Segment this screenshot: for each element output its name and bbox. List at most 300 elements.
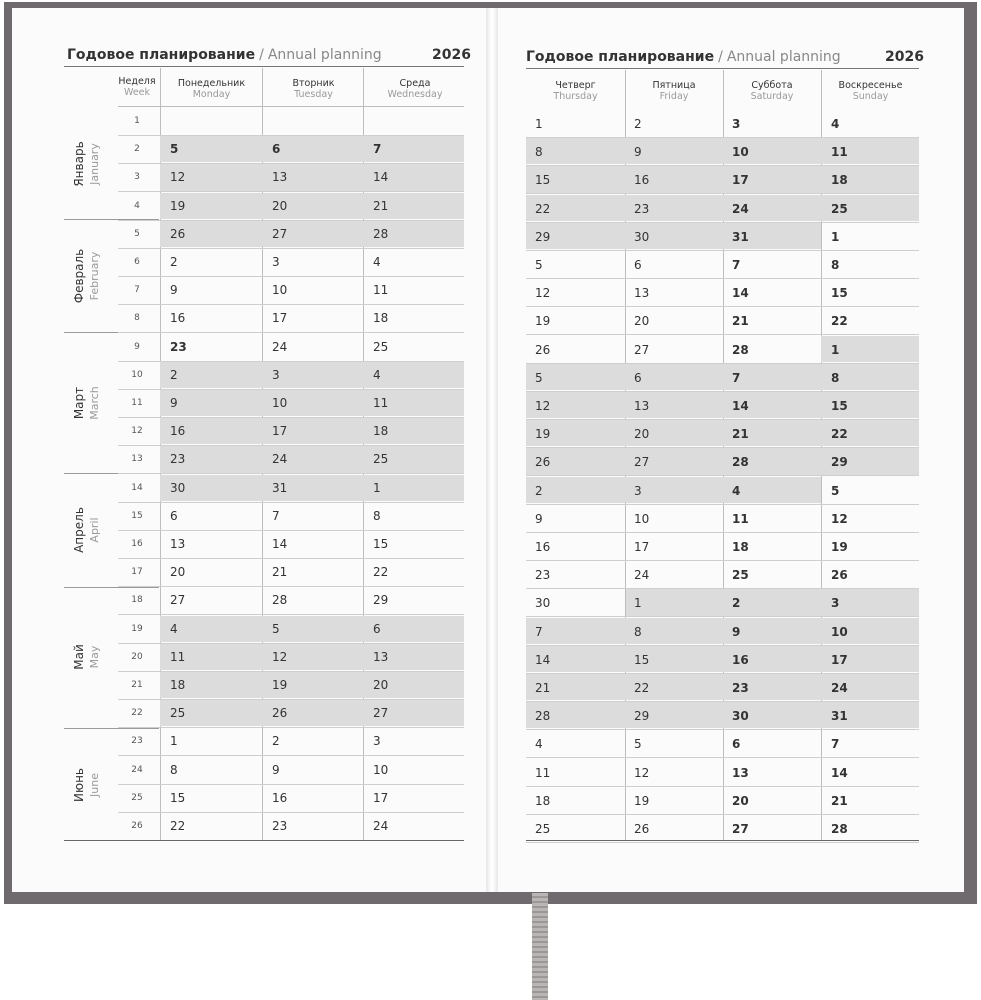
column-header-week <box>117 76 157 98</box>
day-cell-thu[interactable]: 30 <box>535 596 551 611</box>
shaded-cells <box>526 674 919 700</box>
month-label-march <box>71 348 109 458</box>
day-cell-thu[interactable]: 16 <box>535 540 551 554</box>
day-cell-tue[interactable]: 24 <box>272 452 288 467</box>
day-cell-mon[interactable]: 9 <box>170 396 178 410</box>
day-cell-sat[interactable]: 14 <box>732 399 749 413</box>
day-cell-fri[interactable]: 12 <box>634 765 650 780</box>
day-cell-tue[interactable]: 2 <box>272 734 280 749</box>
column-label-en: Thursday <box>553 91 598 102</box>
day-cell-fri[interactable]: 24 <box>634 568 650 583</box>
day-cell-sat[interactable]: 17 <box>732 173 749 188</box>
day-cell-sat[interactable]: 21 <box>732 314 749 329</box>
day-cell-wed[interactable]: 13 <box>373 649 389 664</box>
column-label-ru: Неделя <box>118 76 156 87</box>
day-cell-sun[interactable]: 10 <box>831 624 848 639</box>
column-label-en: Monday <box>192 89 231 100</box>
day-cell-wed[interactable]: 28 <box>373 226 389 241</box>
day-cell-tue[interactable]: 27 <box>272 226 288 241</box>
left-bottom-rule <box>64 840 464 841</box>
day-cell-tue[interactable]: 12 <box>272 649 288 664</box>
day-cell-wed[interactable]: 11 <box>373 283 389 298</box>
day-cell-wed[interactable]: 3 <box>373 734 381 749</box>
day-cell-thu[interactable]: 29 <box>535 229 551 244</box>
day-cell-sun[interactable]: 8 <box>831 370 840 385</box>
day-cell-thu[interactable]: 22 <box>535 201 551 216</box>
day-cell-sun[interactable]: 15 <box>831 399 848 413</box>
day-cell-wed[interactable]: 20 <box>373 678 389 692</box>
day-cell-tue[interactable]: 14 <box>272 537 288 551</box>
column-label-en: Sunday <box>852 91 889 102</box>
day-cell-sat[interactable]: 16 <box>732 652 749 667</box>
shaded-cells <box>626 589 919 615</box>
day-cell-thu[interactable]: 2 <box>535 483 543 498</box>
day-cell-mon[interactable]: 20 <box>170 565 186 580</box>
day-cell-mon[interactable]: 16 <box>170 311 186 326</box>
day-cell-mon[interactable]: 16 <box>170 424 186 439</box>
table-row <box>118 107 464 136</box>
day-cell-sun[interactable]: 22 <box>831 427 848 442</box>
day-cell-sat[interactable]: 3 <box>732 117 741 131</box>
day-cell-thu[interactable]: 7 <box>535 624 543 639</box>
day-cell-sun[interactable]: 4 <box>831 117 840 131</box>
column-label-ru: Четверг <box>555 80 596 91</box>
shaded-cells <box>160 446 464 472</box>
day-cell-thu[interactable]: 11 <box>535 765 551 780</box>
table-row <box>526 109 919 138</box>
week-number: 9 <box>134 341 140 352</box>
day-cell-tue[interactable]: 5 <box>272 621 280 636</box>
day-cell-thu[interactable]: 4 <box>535 737 543 752</box>
day-cell-mon[interactable]: 23 <box>170 339 187 354</box>
day-cell-thu[interactable]: 19 <box>535 314 551 329</box>
day-cell-fri[interactable]: 20 <box>634 427 650 442</box>
day-cell-sun[interactable]: 18 <box>831 173 848 188</box>
month-en: May <box>88 645 101 669</box>
day-cell-sat[interactable]: 28 <box>732 342 749 357</box>
week-number: 22 <box>131 708 143 719</box>
day-cell-tue[interactable]: 13 <box>272 170 288 185</box>
day-cell-sat[interactable]: 24 <box>732 201 749 216</box>
column-label-ru: Среда <box>399 78 431 89</box>
day-cell-fri[interactable]: 5 <box>634 737 642 752</box>
day-cell-fri[interactable]: 20 <box>634 314 650 329</box>
day-cell-sun[interactable]: 25 <box>831 201 848 216</box>
shaded-cells <box>160 390 464 416</box>
week-number: 11 <box>131 398 143 408</box>
column-header-monday <box>160 78 263 100</box>
day-cell-wed[interactable]: 4 <box>373 367 381 382</box>
column-label-en: Wednesday <box>387 89 443 100</box>
day-cell-wed[interactable]: 17 <box>373 790 389 805</box>
day-cell-wed[interactable]: 6 <box>373 621 381 636</box>
day-cell-sun[interactable]: 22 <box>831 314 848 329</box>
shaded-cells <box>160 362 464 388</box>
day-cell-sat[interactable]: 28 <box>732 455 749 470</box>
month-ru: Май <box>72 644 86 670</box>
shaded-cells <box>160 616 464 642</box>
month-en: January <box>88 143 101 185</box>
month-label-june <box>71 730 109 840</box>
column-label-ru: Суббота <box>751 80 793 91</box>
day-cell-thu[interactable]: 5 <box>535 370 543 385</box>
week-number: 18 <box>131 595 143 606</box>
day-cell-tue[interactable]: 28 <box>272 593 288 608</box>
day-cell-mon[interactable]: 22 <box>170 819 186 833</box>
day-cell-fri[interactable]: 26 <box>634 822 650 836</box>
table-row <box>526 504 919 533</box>
week-number: 12 <box>131 426 143 437</box>
day-cell-sun[interactable]: 19 <box>831 540 848 554</box>
day-cell-fri[interactable]: 15 <box>634 652 650 667</box>
day-cell-tue[interactable]: 3 <box>272 255 280 269</box>
day-cell-thu[interactable]: 28 <box>535 709 551 724</box>
day-cell-mon[interactable]: 19 <box>170 198 186 213</box>
column-label-ru: Понедельник <box>177 78 246 89</box>
column-header-wednesday <box>364 78 466 100</box>
day-cell-thu[interactable]: 26 <box>535 455 551 470</box>
day-cell-wed[interactable]: 18 <box>373 424 389 439</box>
day-cell-thu[interactable]: 9 <box>535 511 543 526</box>
day-cell-sat[interactable]: 7 <box>732 258 741 272</box>
day-cell-sun[interactable]: 29 <box>831 455 848 470</box>
day-cell-fri[interactable]: 13 <box>634 286 650 301</box>
month-ru: Февраль <box>72 248 86 304</box>
day-cell-mon[interactable]: 30 <box>170 480 186 495</box>
week-number: 17 <box>131 567 143 578</box>
column-header-sunday <box>821 80 920 102</box>
day-cell-sun[interactable]: 28 <box>831 822 848 836</box>
day-cell-mon[interactable]: 8 <box>170 762 178 777</box>
day-cell-sat[interactable]: 10 <box>732 145 749 160</box>
day-cell-fri[interactable]: 6 <box>634 258 642 272</box>
table-row <box>526 306 919 335</box>
day-cell-tue[interactable]: 9 <box>272 762 280 777</box>
title-separator: / <box>259 47 264 63</box>
day-cell-mon[interactable]: 11 <box>170 649 186 664</box>
week-number: 26 <box>131 821 143 831</box>
day-cell-thu[interactable]: 23 <box>535 568 551 583</box>
month-en: February <box>88 251 101 301</box>
week-number: 21 <box>131 680 143 690</box>
day-cell-sun[interactable]: 31 <box>831 709 848 724</box>
day-cell-fri[interactable]: 19 <box>634 793 650 808</box>
column-label-en: Week <box>123 87 151 98</box>
day-cell-mon[interactable]: 12 <box>170 170 186 185</box>
week-number: 1 <box>134 116 140 126</box>
shaded-cells <box>526 702 919 728</box>
day-cell-sun[interactable]: 8 <box>831 258 840 272</box>
right-header-rule <box>526 68 919 69</box>
bookmark-ribbon[interactable] <box>532 893 548 1000</box>
day-cell-fri[interactable]: 29 <box>634 709 650 724</box>
shaded-cells <box>526 477 821 503</box>
day-cell-sat[interactable]: 14 <box>732 286 749 301</box>
day-cell-fri[interactable]: 6 <box>634 370 642 385</box>
day-cell-fri[interactable]: 9 <box>634 145 642 160</box>
day-cell-wed[interactable]: 4 <box>373 255 381 269</box>
month-ru: Январь <box>72 141 86 187</box>
day-cell-mon[interactable]: 13 <box>170 537 186 551</box>
month-label-may <box>71 602 109 712</box>
day-cell-mon[interactable]: 1 <box>170 734 178 749</box>
day-cell-sun[interactable]: 11 <box>831 145 848 160</box>
day-cell-thu[interactable]: 1 <box>535 117 543 131</box>
day-cell-tue[interactable]: 19 <box>272 678 288 692</box>
week-number: 24 <box>131 764 143 775</box>
day-cell-thu[interactable]: 14 <box>535 652 551 667</box>
table-row <box>526 250 919 279</box>
week-number: 16 <box>131 539 143 549</box>
week-number: 2 <box>134 144 140 155</box>
shaded-cells <box>160 193 464 219</box>
week-number: 13 <box>131 454 143 465</box>
day-cell-wed[interactable]: 24 <box>373 819 389 833</box>
shaded-cells <box>160 672 464 698</box>
title-separator: / <box>718 49 723 65</box>
column-label-ru: Пятница <box>652 80 696 91</box>
day-cell-fri[interactable]: 30 <box>634 229 650 244</box>
day-cell-tue[interactable]: 26 <box>272 706 288 721</box>
day-cell-mon[interactable]: 5 <box>170 142 179 157</box>
shaded-cells <box>160 221 464 247</box>
day-cell-fri[interactable]: 2 <box>634 117 642 131</box>
table-row <box>526 532 919 561</box>
day-cell-sun[interactable]: 26 <box>831 568 848 583</box>
day-cell-tue[interactable]: 10 <box>272 283 288 298</box>
day-cell-fri[interactable]: 17 <box>634 540 650 554</box>
day-cell-sat[interactable]: 30 <box>732 709 749 724</box>
day-cell-wed[interactable]: 29 <box>373 593 389 608</box>
week-number: 7 <box>134 285 140 296</box>
column-label-ru: Вторник <box>292 78 335 89</box>
week-number: 15 <box>131 510 143 521</box>
left-year: 2026 <box>432 47 471 63</box>
column-label-ru: Воскресенье <box>838 80 903 91</box>
column-header-tuesday <box>263 78 364 100</box>
day-cell-sun[interactable]: 17 <box>831 652 848 667</box>
column-header-thursday <box>526 80 625 102</box>
month-ru: Март <box>72 386 86 420</box>
day-cell-mon[interactable]: 2 <box>170 255 178 269</box>
shaded-cells <box>526 138 919 164</box>
shaded-cells <box>160 418 464 444</box>
shaded-cells <box>526 448 919 474</box>
week-number: 6 <box>134 257 140 267</box>
day-cell-wed[interactable]: 18 <box>373 311 389 326</box>
shaded-cells <box>526 195 919 221</box>
day-cell-wed[interactable]: 25 <box>373 452 389 467</box>
day-cell-sun[interactable]: 3 <box>831 596 840 611</box>
day-cell-tue[interactable]: 31 <box>272 480 288 495</box>
day-cell-sun[interactable]: 12 <box>831 511 848 526</box>
day-cell-sat[interactable]: 11 <box>732 511 749 526</box>
day-cell-wed[interactable]: 22 <box>373 565 389 580</box>
day-cell-mon[interactable]: 23 <box>170 452 186 467</box>
shaded-cells <box>526 618 919 644</box>
table-row <box>526 814 919 843</box>
week-number: 5 <box>134 228 140 239</box>
day-cell-sat[interactable]: 6 <box>732 737 741 752</box>
title-ru: Годовое планирование <box>67 47 256 63</box>
day-cell-wed[interactable]: 27 <box>373 706 389 721</box>
day-cell-mon[interactable]: 2 <box>170 367 178 382</box>
day-cell-fri[interactable]: 13 <box>634 399 650 413</box>
right-page-title <box>526 49 841 65</box>
shaded-cells <box>160 644 464 670</box>
column-header-saturday <box>723 80 821 102</box>
right-year: 2026 <box>885 49 924 65</box>
day-cell-tue[interactable]: 23 <box>272 819 288 833</box>
week-number: 14 <box>131 482 143 493</box>
day-cell-wed[interactable]: 15 <box>373 537 389 551</box>
day-cell-fri[interactable]: 23 <box>634 201 650 216</box>
page-gutter <box>486 8 498 892</box>
table-row <box>526 786 919 815</box>
day-cell-thu[interactable]: 18 <box>535 793 551 808</box>
day-cell-mon[interactable]: 27 <box>170 593 186 608</box>
day-cell-sun[interactable]: 14 <box>831 765 848 780</box>
day-cell-mon[interactable]: 9 <box>170 283 178 298</box>
shaded-cells <box>526 223 821 249</box>
day-cell-tue[interactable]: 17 <box>272 311 288 326</box>
day-cell-sat[interactable]: 9 <box>732 624 741 639</box>
column-label-en: Saturday <box>750 91 794 102</box>
table-row <box>526 560 919 589</box>
day-cell-mon[interactable]: 26 <box>170 226 186 241</box>
day-cell-thu[interactable]: 26 <box>535 342 551 357</box>
day-cell-sat[interactable]: 21 <box>732 427 749 442</box>
day-cell-sat[interactable]: 13 <box>732 765 749 780</box>
month-en: June <box>88 773 101 797</box>
shaded-cells <box>160 700 464 726</box>
day-cell-sun[interactable]: 5 <box>831 483 840 498</box>
day-cell-thu[interactable]: 21 <box>535 681 551 695</box>
day-cell-wed[interactable]: 7 <box>373 142 382 157</box>
day-cell-sat[interactable]: 31 <box>732 229 749 244</box>
day-cell-tue[interactable]: 21 <box>272 565 288 580</box>
day-cell-sun[interactable]: 24 <box>831 681 848 695</box>
day-cell-wed[interactable]: 8 <box>373 508 381 523</box>
shaded-cells <box>160 475 464 501</box>
title-en: Annual planning <box>267 47 382 63</box>
day-cell-sat[interactable]: 27 <box>732 822 749 836</box>
week-number: 19 <box>131 623 143 634</box>
table-row <box>526 758 919 787</box>
day-cell-sat[interactable]: 25 <box>732 568 749 583</box>
day-cell-sat[interactable]: 7 <box>732 370 741 385</box>
day-cell-tue[interactable]: 3 <box>272 367 280 382</box>
day-cell-sat[interactable]: 20 <box>732 793 749 808</box>
month-label-april <box>71 475 109 585</box>
day-cell-sun[interactable]: 15 <box>831 286 848 301</box>
week-number: 20 <box>131 651 143 662</box>
left-header-rule <box>64 66 464 67</box>
day-cell-tue[interactable]: 10 <box>272 396 288 410</box>
month-label-february <box>71 221 109 331</box>
shaded-cells <box>526 420 919 446</box>
day-cell-thu[interactable]: 15 <box>535 173 551 188</box>
column-label-en: Friday <box>659 91 689 102</box>
day-cell-mon[interactable]: 18 <box>170 678 186 692</box>
day-cell-sun[interactable]: 1 <box>831 229 840 244</box>
day-cell-fri[interactable]: 27 <box>634 342 650 357</box>
day-cell-sat[interactable]: 4 <box>732 483 741 498</box>
day-cell-tue[interactable]: 24 <box>272 339 288 354</box>
day-cell-fri[interactable]: 16 <box>634 173 650 188</box>
day-cell-tue[interactable]: 6 <box>272 142 281 157</box>
day-cell-wed[interactable]: 21 <box>373 198 389 213</box>
table-row <box>526 278 919 307</box>
day-cell-fri[interactable]: 3 <box>634 483 642 498</box>
day-cell-sun[interactable]: 21 <box>831 793 848 808</box>
day-cell-mon[interactable]: 25 <box>170 706 186 721</box>
day-cell-wed[interactable]: 11 <box>373 396 389 410</box>
day-cell-mon[interactable]: 15 <box>170 790 186 805</box>
day-cell-fri[interactable]: 27 <box>634 455 650 470</box>
day-cell-sat[interactable]: 2 <box>732 596 741 611</box>
column-label-en: Tuesday <box>294 89 333 100</box>
shaded-cells <box>526 646 919 672</box>
month-en: March <box>88 386 101 420</box>
week-number: 10 <box>131 369 143 380</box>
table-row <box>526 729 919 758</box>
month-label-january <box>71 109 109 219</box>
day-cell-tue[interactable]: 17 <box>272 424 288 439</box>
day-cell-fri[interactable]: 1 <box>634 596 642 611</box>
day-cell-mon[interactable]: 4 <box>170 621 178 636</box>
day-cell-thu[interactable]: 5 <box>535 258 543 272</box>
day-cell-thu[interactable]: 12 <box>535 399 551 413</box>
day-cell-sat[interactable]: 18 <box>732 540 749 554</box>
month-en: April <box>88 517 101 543</box>
day-cell-thu[interactable]: 8 <box>535 145 543 160</box>
day-cell-thu[interactable]: 19 <box>535 427 551 442</box>
day-cell-tue[interactable]: 7 <box>272 508 280 523</box>
shaded-cells <box>160 164 464 190</box>
day-cell-fri[interactable]: 10 <box>634 511 650 526</box>
day-cell-wed[interactable]: 14 <box>373 170 389 185</box>
day-cell-thu[interactable]: 25 <box>535 822 551 836</box>
day-cell-tue[interactable]: 16 <box>272 790 288 805</box>
week-number: 23 <box>131 736 143 747</box>
month-ru: Апрель <box>72 507 86 553</box>
day-cell-mon[interactable]: 6 <box>170 508 178 523</box>
title-en: Annual planning <box>726 49 841 65</box>
month-ru: Июнь <box>72 768 86 802</box>
day-cell-tue[interactable]: 20 <box>272 198 288 213</box>
day-cell-wed[interactable]: 10 <box>373 762 389 777</box>
day-cell-wed[interactable]: 1 <box>373 480 381 495</box>
week-number: 8 <box>134 313 140 324</box>
shaded-cells <box>526 166 919 192</box>
day-cell-fri[interactable]: 8 <box>634 624 642 639</box>
week-number: 25 <box>131 792 143 803</box>
shaded-cells <box>160 136 464 162</box>
day-cell-sun[interactable]: 1 <box>831 342 840 357</box>
day-cell-sat[interactable]: 23 <box>732 681 749 695</box>
title-ru: Годовое планирование <box>526 49 715 65</box>
right-bottom-rule <box>526 840 919 841</box>
shaded-cells <box>526 364 919 390</box>
left-page-title <box>67 47 382 63</box>
day-cell-fri[interactable]: 22 <box>634 681 650 695</box>
week-number: 4 <box>134 200 140 211</box>
shaded-cells <box>526 392 919 418</box>
day-cell-wed[interactable]: 25 <box>373 339 389 354</box>
day-cell-sun[interactable]: 7 <box>831 737 840 752</box>
day-cell-thu[interactable]: 12 <box>535 286 551 301</box>
